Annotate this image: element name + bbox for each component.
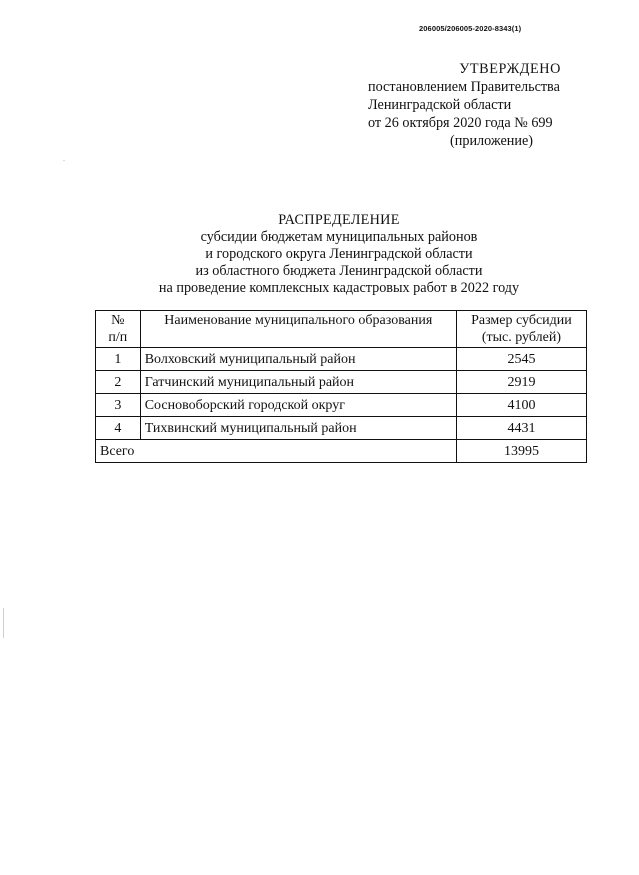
scan-speck (63, 160, 65, 161)
row-amount: 4100 (456, 394, 586, 417)
document-heading (0, 212, 639, 297)
heading-line: из областного бюджета Ленинградской области (195, 263, 483, 279)
approval-annex: (приложение) (450, 133, 533, 149)
row-name: Сосновоборский городской округ (140, 394, 456, 417)
subsidy-table (95, 310, 587, 463)
header-amount-line2: (тыс. рублей) (481, 330, 562, 345)
row-number: 4 (96, 417, 141, 440)
table-total-row (96, 440, 587, 463)
row-number: 2 (96, 371, 141, 394)
header-number-line2: п/п (108, 330, 128, 345)
header-amount-line1: Размер субсидии (471, 313, 572, 328)
row-name: Тихвинский муниципальный район (140, 417, 456, 440)
table-row (96, 348, 587, 371)
row-amount: 4431 (456, 417, 586, 440)
approval-status: УТВЕРЖДЕНО (459, 61, 561, 77)
header-amount (456, 311, 586, 348)
total-label: Всего (96, 440, 457, 463)
table-row (96, 394, 587, 417)
total-amount: 13995 (456, 440, 586, 463)
approval-date: от 26 октября 2020 года № 699 (368, 115, 553, 131)
row-name: Волховский муниципальный район (140, 348, 456, 371)
scan-margin-mark (3, 608, 4, 638)
table-row (96, 371, 587, 394)
header-number (96, 311, 141, 348)
document-id: 206005/206005-2020-8343(1) (419, 24, 522, 33)
row-name: Гатчинский муниципальный район (140, 371, 456, 394)
heading-title: РАСПРЕДЕЛЕНИЕ (278, 212, 400, 228)
approval-block (368, 60, 583, 150)
header-number-line1: № (111, 313, 125, 328)
table-header-row (96, 311, 587, 348)
heading-line: и городского округа Ленинградской области (205, 246, 473, 262)
heading-line: на проведение комплексных кадастровых работ в 2022 году (158, 280, 520, 296)
heading-line: субсидии бюджетам муниципальных районов (200, 229, 478, 245)
row-amount: 2919 (456, 371, 586, 394)
approval-authority: постановлением Правительства (368, 79, 560, 95)
row-number: 3 (96, 394, 141, 417)
header-name: Наименование муниципального образования (140, 311, 456, 348)
table-row (96, 417, 587, 440)
approval-region: Ленинградской области (368, 97, 512, 113)
row-amount: 2545 (456, 348, 586, 371)
row-number: 1 (96, 348, 141, 371)
